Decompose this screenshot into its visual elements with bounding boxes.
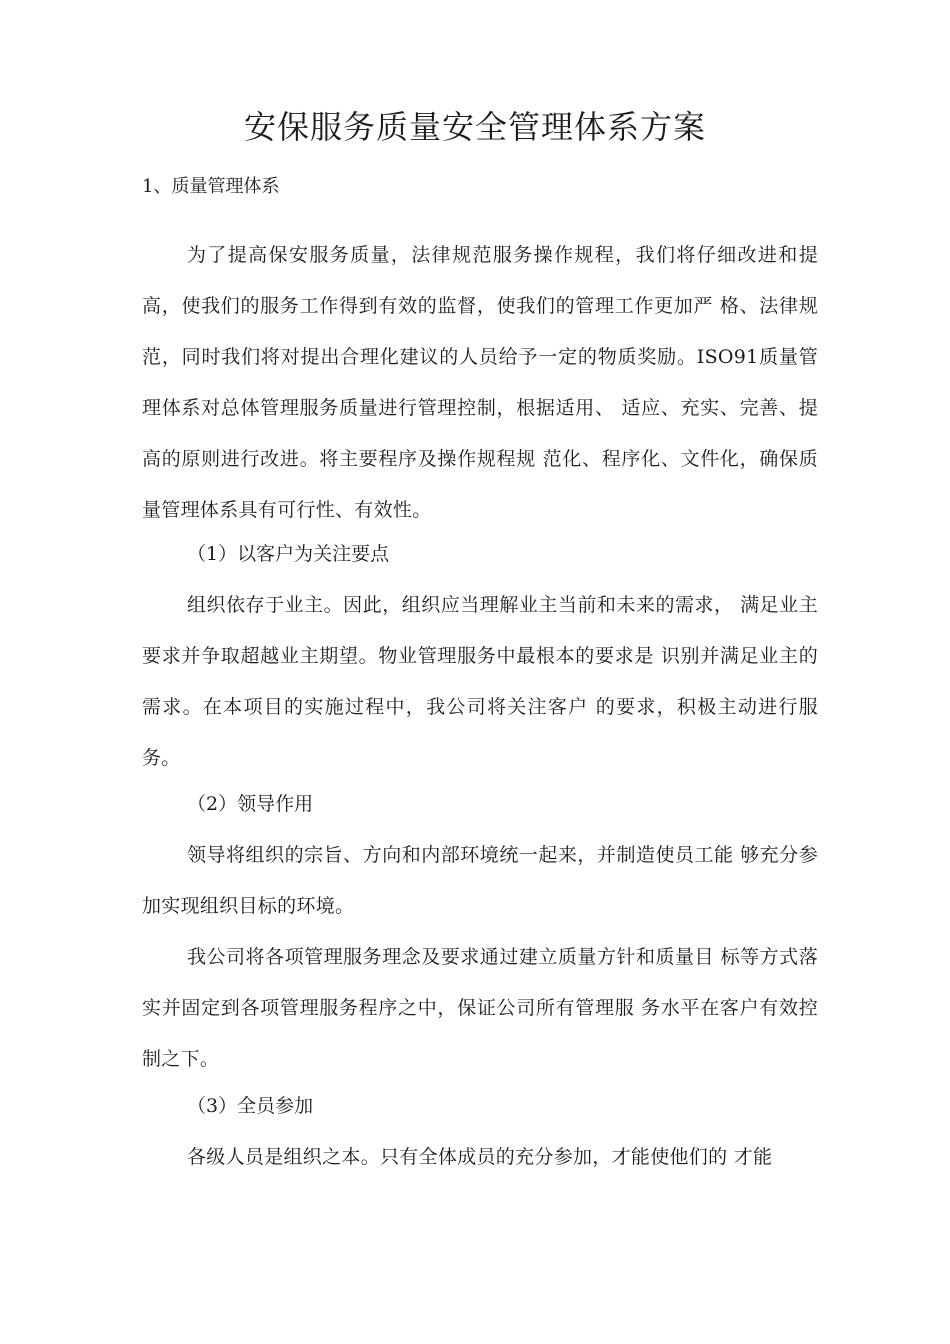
document-title: 安保服务质量安全管理体系方案 [243,108,706,146]
subheading-customer-focus: （1）以客户为关注要点 [187,543,390,565]
paragraph-full-participation: 各级人员是组织之本。只有全体成员的充分参加，才能使他们的 才能 [187,1146,773,1168]
paragraph-customer-focus: 组织依存于业主。因此，组织应当理解业主当前和未来的需求， 满足业主要求并争取超越业主期望。物业管理服务中最根本的要求是 识别并满足业主的需求。在本项目的实施过程中，我公司将关注客户 的要求，积极主动进行服务。 [142,594,818,769]
subheading-leadership: （2）领导作用 [187,793,314,815]
paragraph-quality-intro: 为了提高保安服务质量，法律规范服务操作规程，我们将仔细改进和提高，使我们的服务工作得到有效的监督，使我们的管理工作更加严 格、法律规范，同时我们将对提出合理化建议的人员给予一定的物质奖励。ISO91质量管理体系对总体管理服务质量进行管理控制，根据适用、 适应、充实、完善、提高的原则进行改进。将主要程序及操作规程规 范化、程序化、文件化，确保质量管理体系具有可行性、有效性。 [142,244,818,521]
paragraph-leadership: 领导将组织的宗旨、方向和内部环境统一起来，并制造使员工能 够充分参加实现组织目标的环境。 [142,844,818,917]
section-heading: 1、质量管理体系 [142,176,280,197]
subheading-full-participation: （3）全员参加 [187,1095,314,1117]
paragraph-management-service: 我公司将各项管理服务理念及要求通过建立质量方针和质量目 标等方式落实并固定到各项管理服务程序之中，保证公司所有管理服 务水平在客户有效控制之下。 [142,946,818,1070]
